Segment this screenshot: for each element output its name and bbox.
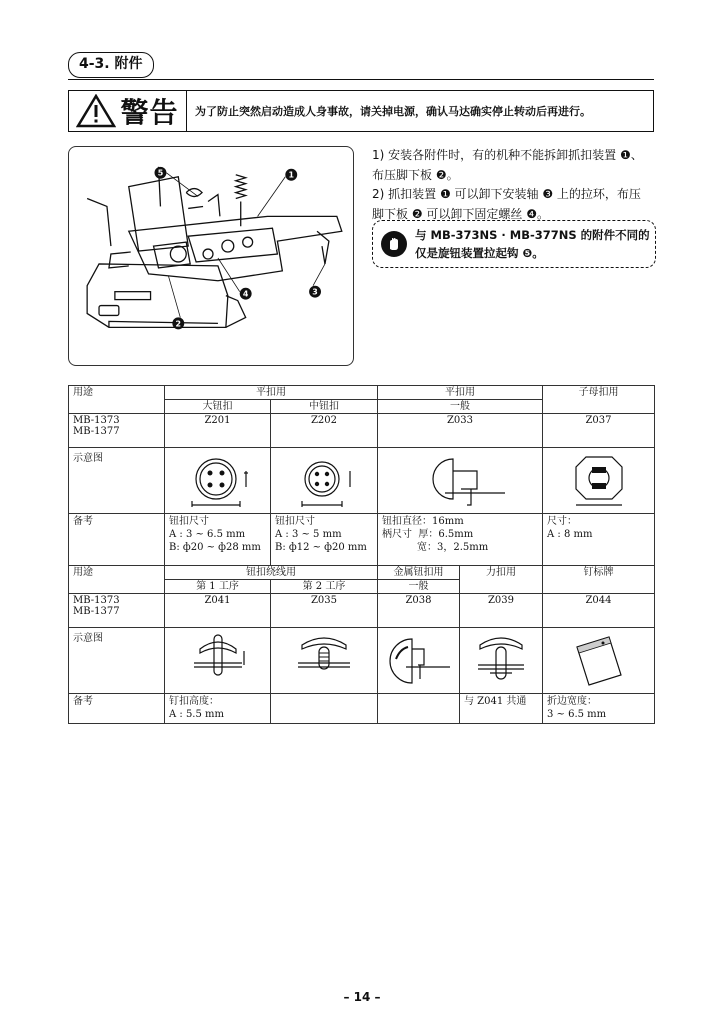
table1-remarks-row	[69, 514, 655, 566]
warning-box	[68, 90, 654, 132]
diagram-z037	[543, 448, 655, 514]
instruction-line: 2) 抓扣装置 ❶ 可以卸下安装轴 ❸ 上的拉环，布压	[372, 187, 641, 201]
use-label: 用途	[69, 386, 165, 414]
sub-step2: 第 2 工序	[271, 580, 378, 594]
remarks-label: 备考	[69, 694, 165, 724]
four-hole-button-medium-icon	[284, 449, 364, 509]
remark-z037: 尺寸： A : 8 mm	[543, 514, 655, 566]
code-z044: Z044	[543, 594, 655, 628]
remark-z038	[378, 694, 460, 724]
four-hole-button-large-icon	[178, 449, 258, 509]
remark-z033: 钮扣直径：16mm 柄尺寸 厚：6.5mm 宽：3，2.5mm	[378, 514, 543, 566]
attachments-table	[68, 385, 655, 724]
sub-general: 一般	[378, 400, 543, 414]
section-header	[68, 52, 654, 80]
diagram-z033	[378, 448, 543, 514]
reinforcement-button-icon	[466, 629, 536, 689]
warning-label: 警告	[120, 96, 179, 129]
section-title: 4-3. 附件	[68, 52, 154, 78]
callout-1: 1	[288, 170, 295, 180]
thread-wrap-button-step2-icon	[284, 629, 364, 689]
code-z037: Z037	[543, 414, 655, 448]
remark-z035	[271, 694, 378, 724]
group-wrap-button: 钮扣绕线用	[165, 566, 378, 580]
models: MB-1373 MB-1377	[69, 594, 165, 628]
note-line-1: 与 MB-373NS · MB-377NS 的附件不同的	[415, 228, 650, 242]
code-z038: Z038	[378, 594, 460, 628]
caution-note-icon	[381, 231, 407, 257]
diagram-z035	[271, 628, 378, 694]
callout-4: 4	[242, 289, 249, 299]
sub-step1: 第 1 工序	[165, 580, 271, 594]
group-snap-button: 子母扣用	[543, 386, 655, 414]
diagram-z041	[165, 628, 271, 694]
instruction-line: 1) 安装各附件时，有的机种不能拆卸抓扣装置 ❶、	[372, 148, 643, 162]
group-flat-button: 平扣用	[378, 386, 543, 400]
table2-group-row	[69, 566, 655, 580]
table1-model-row	[69, 414, 655, 448]
shank-button-icon	[405, 449, 515, 509]
button-clamp-device-drawing	[69, 147, 353, 365]
table2-model-row	[69, 594, 655, 628]
warning-badge	[69, 91, 187, 131]
note-text	[415, 226, 650, 262]
group-label-sewing: 钉标牌	[543, 566, 655, 594]
group-force-button: 力扣用	[460, 566, 543, 594]
thread-wrap-button-step1-icon	[178, 629, 258, 689]
code-z039: Z039	[460, 594, 543, 628]
remark-z039: 与 Z041 共通	[460, 694, 543, 724]
page-number: – 14 –	[343, 990, 381, 1004]
diagram-z202	[271, 448, 378, 514]
use-label: 用途	[69, 566, 165, 594]
code-z033: Z033	[378, 414, 543, 448]
diagram-label: 示意图	[69, 628, 165, 694]
remark-z201: 钮扣尺寸 A : 3 ~ 6.5 mm B: ф20 ~ ф28 mm	[165, 514, 271, 566]
callout-3: 3	[312, 287, 318, 297]
diagram-z038	[378, 628, 460, 694]
group-flat-button: 平扣用	[165, 386, 378, 400]
instructions	[372, 146, 662, 224]
remark-z041: 钉扣高度： A : 5.5 mm	[165, 694, 271, 724]
instruction-line: 布压脚下板 ❷。	[372, 167, 459, 182]
code-z202: Z202	[271, 414, 378, 448]
warning-text: 为了防止突然启动造成人身事故，请关掉电源，确认马达确实停止转动后再进行。	[195, 105, 591, 118]
warning-triangle-icon	[76, 94, 116, 128]
code-z041: Z041	[165, 594, 271, 628]
callout-5: 5	[157, 168, 164, 178]
machine-illustration	[68, 146, 354, 366]
remarks-label: 备考	[69, 514, 165, 566]
note-box	[372, 220, 656, 268]
remark-z202: 钮扣尺寸 A : 3 ~ 5 mm B: ф12 ~ ф20 mm	[271, 514, 378, 566]
note-line-2: 仅是旋钮装置拉起钩 ❺。	[415, 246, 544, 260]
sub-medium-button: 中钮扣	[271, 400, 378, 414]
code-z035: Z035	[271, 594, 378, 628]
group-metal-button: 金属钮扣用	[378, 566, 460, 580]
label-tag-icon	[559, 629, 639, 689]
table1-group-row	[69, 386, 655, 400]
sub-large-button: 大钮扣	[165, 400, 271, 414]
table2-diagram-row	[69, 628, 655, 694]
diagram-z201	[165, 448, 271, 514]
table2-remarks-row	[69, 694, 655, 724]
callout-2: 2	[175, 319, 182, 329]
models: MB-1373 MB-1377	[69, 414, 165, 448]
code-z201: Z201	[165, 414, 271, 448]
diagram-z044	[543, 628, 655, 694]
table1-diagram-row	[69, 448, 655, 514]
metal-button-icon	[384, 629, 454, 689]
diagram-z039	[460, 628, 543, 694]
diagram-label: 示意图	[69, 448, 165, 514]
remark-z044: 折边宽度： 3 ~ 6.5 mm	[543, 694, 655, 724]
sub-general: 一般	[378, 580, 460, 594]
instruction-line: 脚下板 ❷ 可以卸下固定螺丝 ❹。	[372, 206, 549, 221]
snap-button-icon	[564, 449, 634, 509]
